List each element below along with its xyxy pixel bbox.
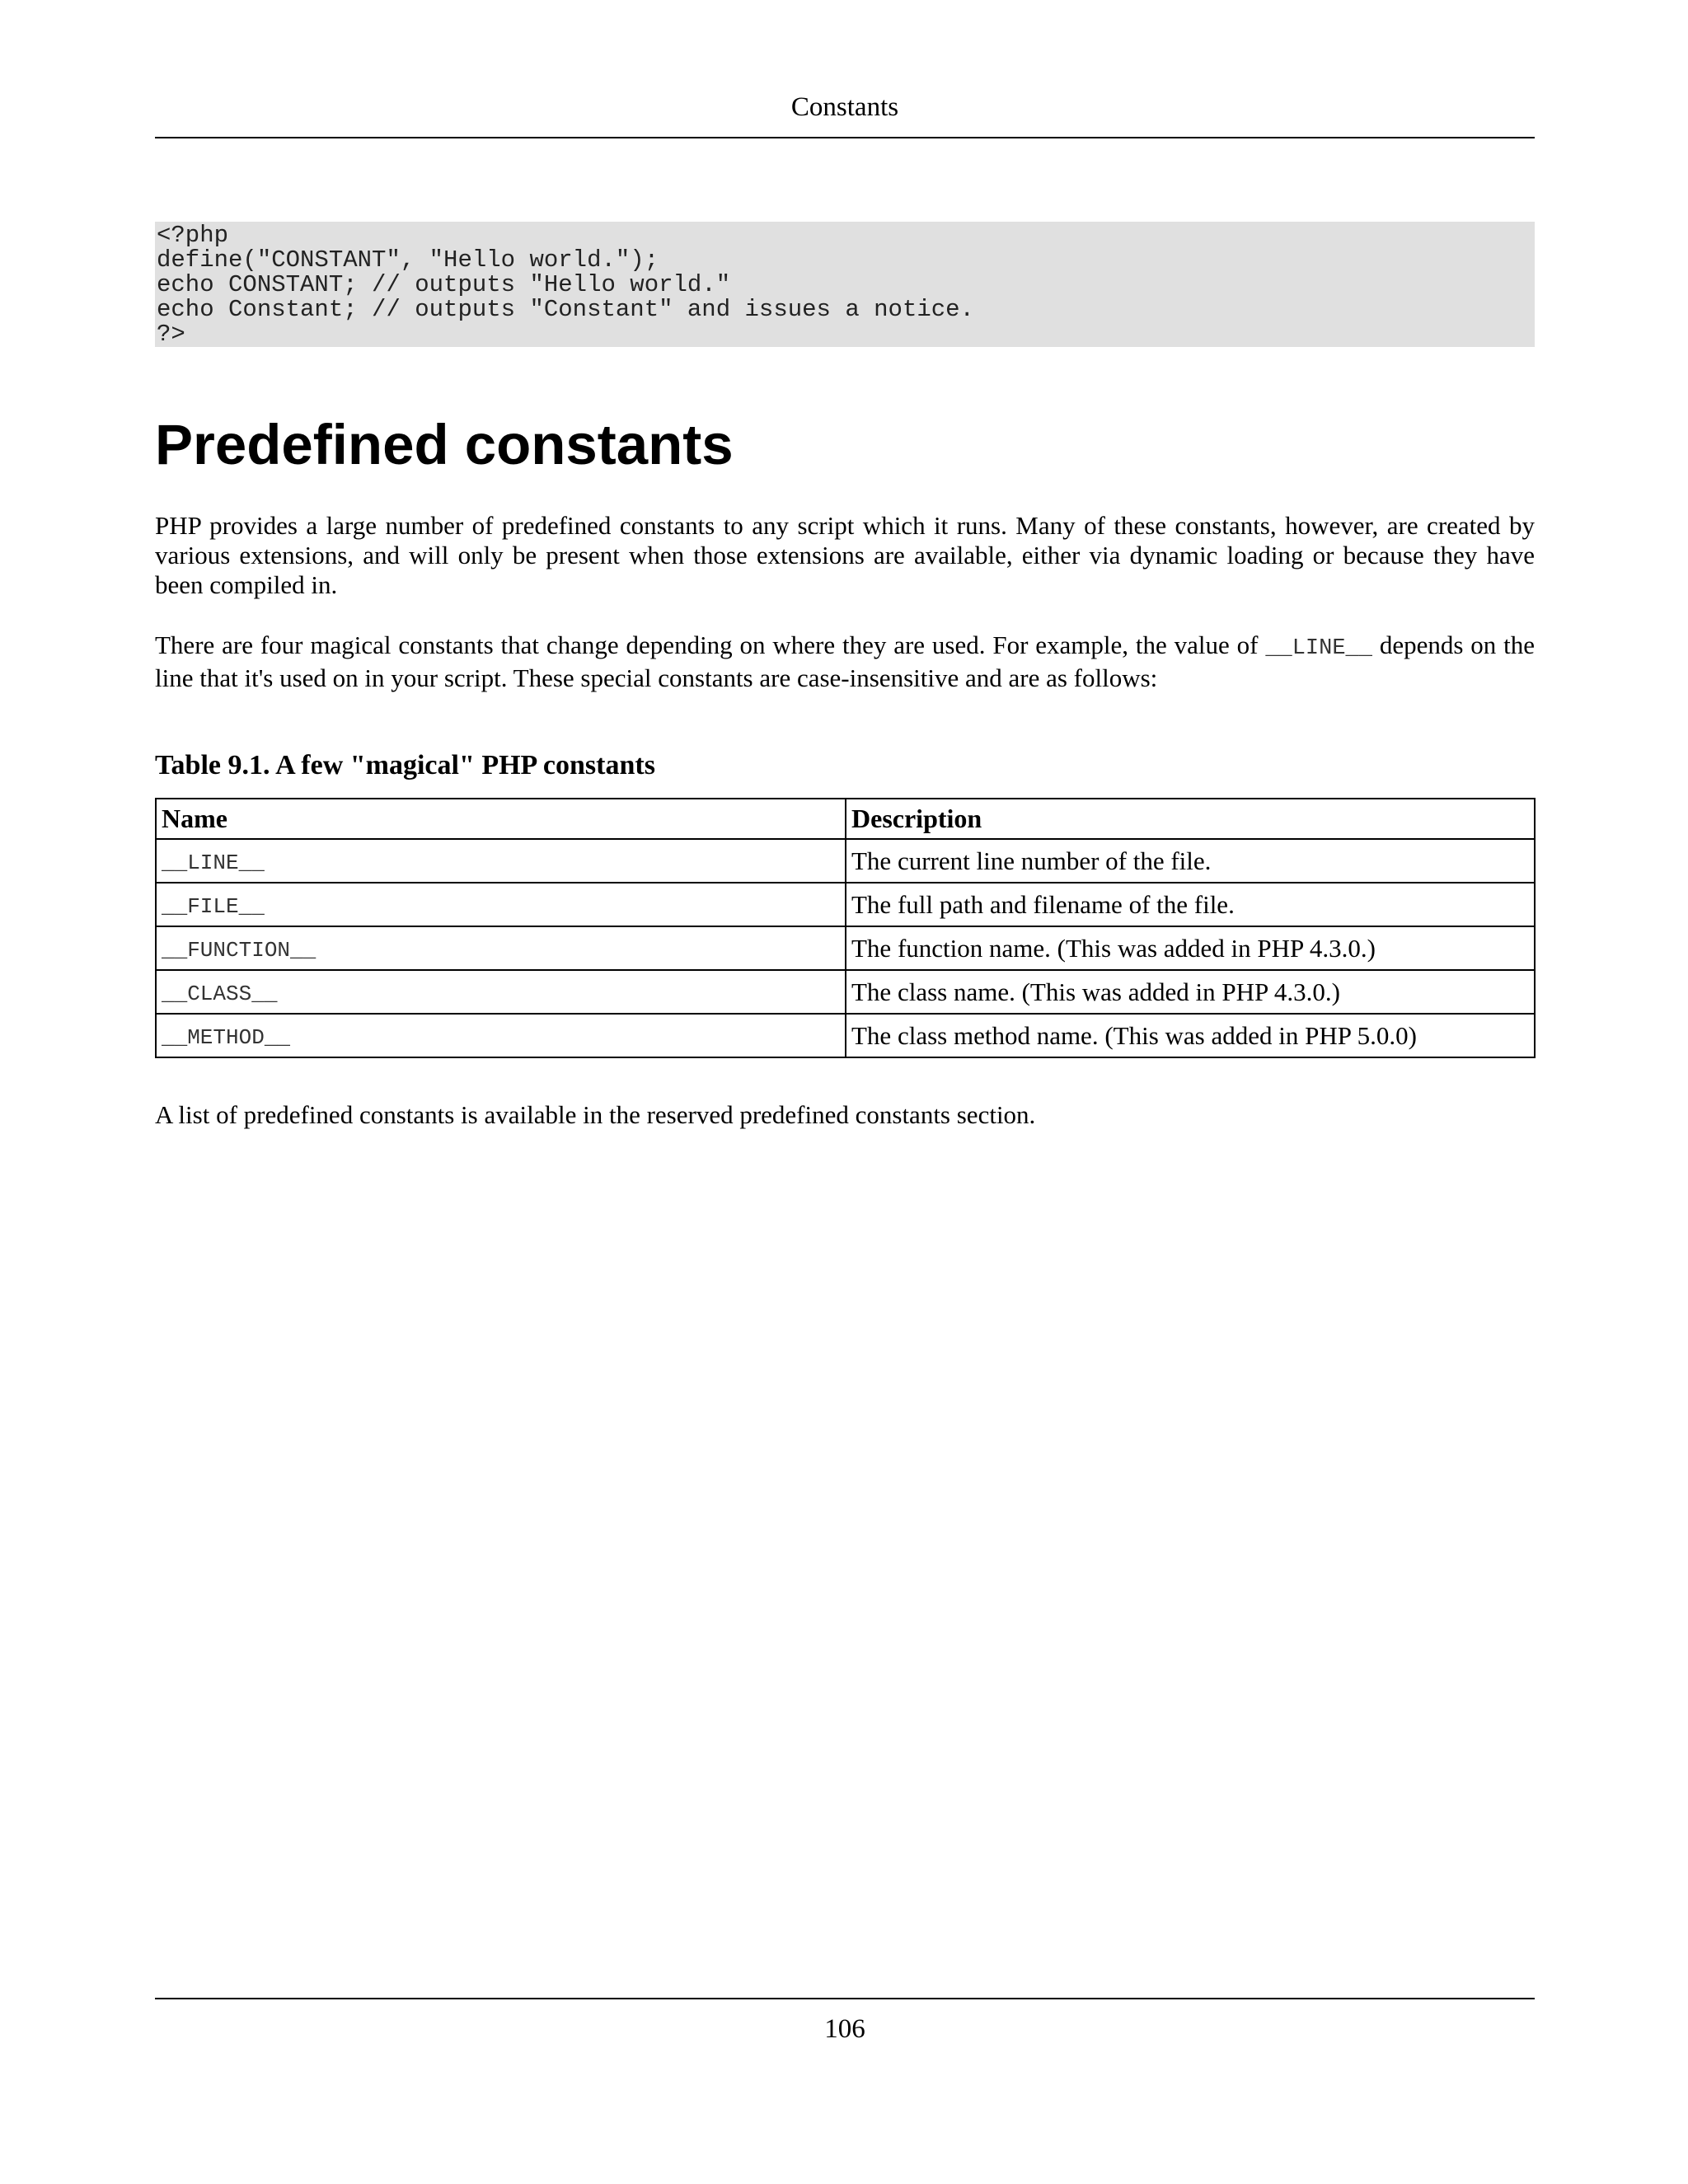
closing-paragraph: A list of predefined constants is available in the reserved predefined constants section. (155, 1100, 1036, 1129)
code-line: <?php (157, 222, 229, 249)
table-row (156, 1014, 1535, 1057)
table-row (156, 926, 1535, 970)
column-header-name: Name (156, 799, 846, 839)
para-text: depends on the line that it's used on in your script. These special constants are case-insensitive and are as follows: (155, 630, 1535, 692)
constant-name: __LINE__ (156, 839, 846, 883)
header-rule (155, 137, 1535, 138)
constant-name: __CLASS__ (156, 970, 846, 1014)
code-line: ?> (157, 321, 185, 348)
constant-description: The current line number of the file. (846, 839, 1535, 883)
intro-paragraph: PHP provides a large number of predefined constants to any script which it runs. Many of these constants, however, are created by various extensions, and will only be present when those extensions are available, either via dynamic loading or because they have been compiled in. (155, 511, 1535, 599)
constant-description: The class method name. (This was added in PHP 5.0.0) (846, 1014, 1535, 1057)
constant-description: The class name. (This was added in PHP 4.3.0.) (846, 970, 1535, 1014)
para-text: There are four magical constants that change depending on where they are used. For example, the value of (155, 630, 1266, 659)
page-number: 106 (824, 2014, 865, 2044)
constant-description: The function name. (This was added in PHP 4.3.0.) (846, 926, 1535, 970)
inline-code: __LINE__ (1265, 636, 1372, 661)
code-line: echo Constant; // outputs "Constant" and issues a notice. (157, 296, 974, 323)
footer-rule (155, 1998, 1535, 1999)
table-row (156, 970, 1535, 1014)
magic-constants-table (155, 798, 1536, 1058)
section-heading: Predefined constants (155, 413, 734, 476)
constant-name: __FUNCTION__ (156, 926, 846, 970)
running-header: Constants (790, 92, 899, 122)
code-block (155, 222, 1535, 347)
code-line: define("CONSTANT", "Hello world."); (157, 246, 659, 274)
code-line: echo CONSTANT; // outputs "Hello world." (157, 271, 731, 298)
table-header-row (156, 799, 1535, 839)
table-caption: Table 9.1. A few "magical" PHP constants (155, 750, 655, 780)
column-header-description: Description (846, 799, 1535, 839)
table-row (156, 839, 1535, 883)
constant-name: __METHOD__ (156, 1014, 846, 1057)
magic-constants-paragraph (155, 630, 1535, 693)
table-row (156, 883, 1535, 926)
constant-description: The full path and filename of the file. (846, 883, 1535, 926)
constant-name: __FILE__ (156, 883, 846, 926)
